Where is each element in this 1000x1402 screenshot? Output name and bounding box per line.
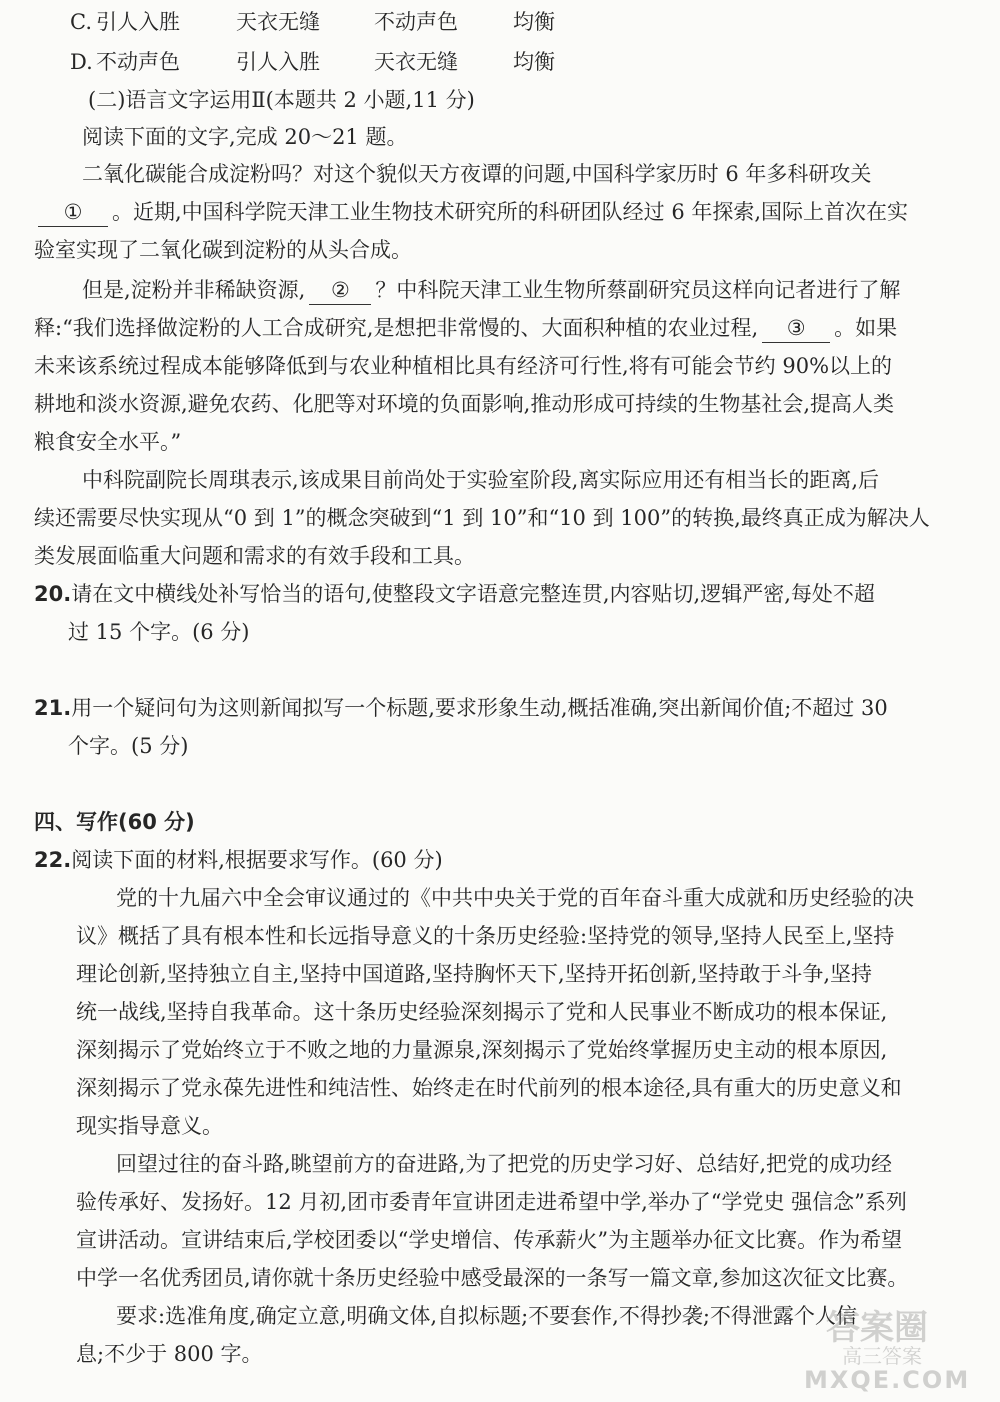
material-p1-line4: 统一战线,坚持自我革命。这十条历史经验深刻揭示了党和人民事业不断成功的根本保证, [76,1000,888,1024]
passage-p2-line3: 未来该系统过程成本能够降低到与农业种植相比具有经济可行性,将有可能会节约 90%以上的 [34,354,893,378]
option-c-item-2: 天衣无缝 [236,10,320,34]
option-c-item-1: 引人入胜 [96,10,180,34]
option-c-item-3: 不动声色 [374,10,458,34]
question-20-text-1: 请在文中横线处补写恰当的语句,使整段文字语意完整连贯,内容贴切,逻辑严密,每处不超 [71,582,875,606]
passage-p2-line2a: 释:“我们选择做淀粉的人工合成研究,是想把非常慢的、大面积种植的农业过程, [34,316,759,340]
question-22-intro: 阅读下面的材料,根据要求写作。(60 分) [71,848,443,872]
watermark-text-2: 高三答案 [842,1344,922,1368]
requirement-line1: 要求:选准角度,确定立意,明确文体,自拟标题;不要套作,不得抄袭;不得泄露个人信 [116,1304,857,1328]
material-p2-line1: 回望过往的奋斗路,眺望前方的奋进路,为了把党的历史学习好、总结好,把党的成功经 [116,1152,893,1176]
material-p1-line2: 议》概括了具有根本性和长远指导意义的十条历史经验:坚持党的领导,坚持人民至上,坚持 [76,924,895,948]
watermark-text-3: MXQE.COM [804,1366,971,1394]
passage-p1-line2-text: 。近期,中国科学院天津工业生物技术研究所的科研团队经过 6 年探索,国际上首次在实 [112,200,909,224]
passage-p2-line1a: 但是,淀粉并非稀缺资源, [82,278,306,302]
question-22-number: 22. [34,848,72,872]
material-p1-line6: 深刻揭示了党永葆先进性和纯洁性、始终走在时代前列的根本途径,具有重大的历史意义和 [76,1076,902,1100]
passage-p1-line2 [34,198,982,227]
question-21-text-2: 个字。(5 分) [68,734,189,758]
question-21-text-1: 用一个疑问句为这则新闻拟写一个标题,要求形象生动,概括准确,突出新闻价值;不超过 30 [71,696,888,720]
passage-p2-line2b: 。如果 [834,316,898,340]
material-p1-line7: 现实指导意义。 [76,1114,223,1138]
blank-1: ① [38,198,108,227]
material-p1-line3: 理论创新,坚持独立自主,坚持中国道路,坚持胸怀天下,坚持开拓创新,坚持敢于斗争,坚持 [76,962,873,986]
option-d-item-1: 不动声色 [96,50,180,74]
passage-p2-line1 [82,276,982,305]
option-d-item-4: 均衡 [513,50,555,74]
option-d-item-2: 引人入胜 [236,50,320,74]
passage-p1-line3: 验室实现了二氧化碳到淀粉的从头合成。 [34,238,412,262]
section4-heading: 四、写作(60 分) [34,810,195,834]
question-21 [34,694,888,722]
question-22 [34,846,443,874]
option-d-label: D. [70,50,93,74]
option-c-item-4: 均衡 [513,10,555,34]
question-21-number: 21. [34,696,72,720]
section2-instruction: 阅读下面的文字,完成 20～21 题。 [82,125,408,149]
passage-p2-line1b: ？中科院天津工业生物所蔡副研究员这样向记者进行了解 [375,278,901,302]
material-p2-line2: 验传承好、发扬好。12 月初,团市委青年宣讲团走进希望中学,举办了“学党史 强信念”系列 [76,1190,907,1214]
passage-p2-line2 [34,314,982,343]
question-20 [34,580,875,608]
passage-p2-line5: 粮食安全水平。” [34,430,182,454]
material-p1-line1: 党的十九届六中全会审议通过的《中共中央关于党的百年奋斗重大成就和历史经验的决 [116,886,914,910]
passage-p3-line2: 续还需要尽快实现从“0 到 1”的概念突破到“1 到 10”和“10 到 100”的转换,最终真正成为解决人 [34,506,930,530]
blank-3: ③ [762,314,830,343]
blank-2: ② [309,276,371,305]
material-p2-line3: 宣讲活动。宣讲结束后,学校团委以“学史增信、传承薪火”为主题举办征文比赛。作为希望 [76,1228,903,1252]
passage-p1-line1: 二氧化碳能合成淀粉吗？对这个貌似天方夜谭的问题,中国科学家历时 6 年多科研攻关 [82,162,872,186]
question-20-number: 20. [34,582,72,606]
material-p2-line4: 中学一名优秀团员,请你就十条历史经验中感受最深的一条写一篇文章,参加这次征文比赛。 [76,1266,909,1290]
watermark-text-1: 答案圈 [826,1308,928,1348]
requirement-line2: 息;不少于 800 字。 [76,1342,263,1366]
option-c-label: C. [70,10,92,34]
passage-p2-line4: 耕地和淡水资源,避免农药、化肥等对环境的负面影响,推动形成可持续的生物基社会,提高人类 [34,392,895,416]
question-20-text-2: 过 15 个字。(6 分) [68,620,250,644]
material-p1-line5: 深刻揭示了党始终立于不败之地的力量源泉,深刻揭示了党始终掌握历史主动的根本原因, [76,1038,888,1062]
section2-heading: (二)语言文字运用Ⅱ(本题共 2 小题,11 分) [88,88,475,112]
passage-p3-line3: 类发展面临重大问题和需求的有效手段和工具。 [34,544,475,568]
passage-p3-line1: 中科院副院长周琪表示,该成果目前尚处于实验室阶段,离实际应用还有相当长的距离,后 [82,468,880,492]
watermark-logo [786,1300,986,1396]
option-d-item-3: 天衣无缝 [374,50,458,74]
